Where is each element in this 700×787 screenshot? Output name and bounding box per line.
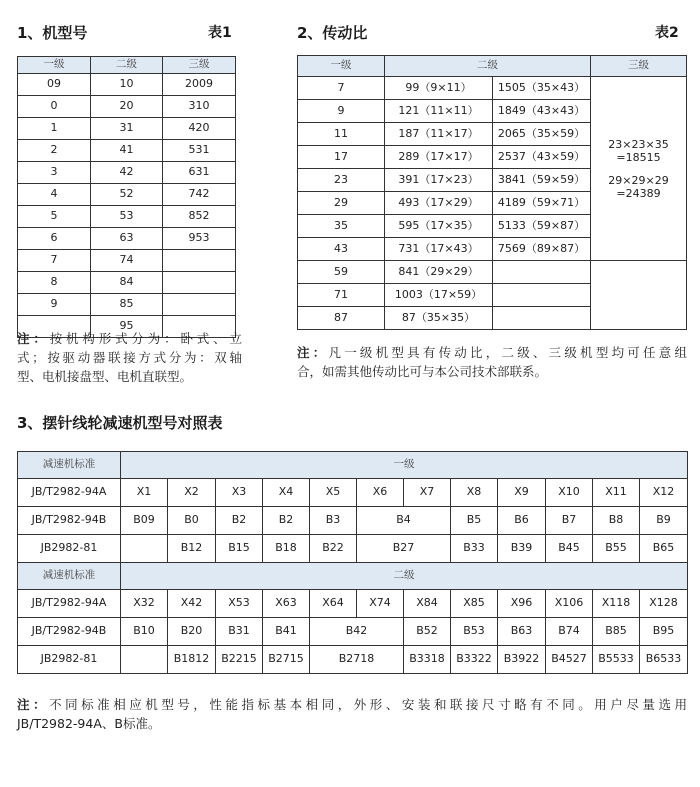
table-cell: 3 (18, 162, 91, 184)
ratio-level1-cell: 11 (298, 123, 385, 146)
model-cell: B4527 (546, 646, 593, 674)
ratio-level1-cell: 35 (298, 215, 385, 238)
table-cell: 2009 (163, 74, 236, 96)
ratio-level2-cell: 841（29×29） (385, 261, 493, 284)
ratio-level2-cell: 731（17×43） (385, 238, 493, 261)
section1-title: 1、机型号 (17, 24, 88, 42)
column-header: 三级 (163, 57, 236, 74)
table-row (18, 162, 236, 184)
standard-header: 减速机标准 (18, 563, 121, 590)
ratio-level2-cell (493, 307, 591, 330)
model-cell: B45 (546, 535, 593, 563)
table-row (18, 140, 236, 162)
note-line: 不同标准相应机型号，性能指标基本相同，外形、安装和联接尺寸略有不同。用户尽量选用 (49, 697, 687, 712)
note-line: 式；按驱动器联接方式分为：双轴 (17, 350, 242, 365)
note-line: 按机构形式分为：卧式、立 (49, 331, 242, 346)
column-header: 二级 (91, 57, 163, 74)
column-header: 二级 (385, 56, 591, 77)
model-cell: B2 (263, 507, 310, 535)
model-row (18, 535, 688, 563)
level-header: 二级 (121, 563, 688, 590)
model-cell: X74 (357, 590, 404, 618)
table-row (18, 74, 236, 96)
column-header: 三级 (591, 56, 687, 77)
standard-name: JB2982-81 (18, 646, 121, 674)
ratio-level1-cell: 71 (298, 284, 385, 307)
model-cell: X53 (216, 590, 263, 618)
model-cell: B2715 (263, 646, 310, 674)
model-cell: B0 (168, 507, 216, 535)
ratio-level2-cell: 391（17×23） (385, 169, 493, 192)
table-cell: 31 (91, 118, 163, 140)
ratio-level1-cell: 59 (298, 261, 385, 284)
table-cell: 2 (18, 140, 91, 162)
model-cell: X5 (310, 479, 357, 507)
ratio-level2-cell: 5133（59×87） (493, 215, 591, 238)
model-cell: B12 (168, 535, 216, 563)
transmission-ratio-table (297, 55, 687, 330)
table-cell: 531 (163, 140, 236, 162)
section2-title: 2、传动比 (297, 24, 368, 42)
model-cell: X10 (546, 479, 593, 507)
ratio-level2-cell (493, 284, 591, 307)
model-cell: B3322 (451, 646, 498, 674)
table-row (18, 272, 236, 294)
table-row (18, 206, 236, 228)
ratio-level2-cell: 4189（59×71） (493, 192, 591, 215)
model-cell: X128 (640, 590, 688, 618)
table-cell: 41 (91, 140, 163, 162)
note-label: 注： (17, 697, 50, 712)
column-header: 一级 (298, 56, 385, 77)
table-cell: 63 (91, 228, 163, 250)
model-cell: B65 (640, 535, 688, 563)
table-header-row (298, 56, 687, 77)
model-cell: B8 (593, 507, 640, 535)
standard-name: JB2982-81 (18, 535, 121, 563)
table-cell: 95 (91, 316, 163, 338)
table-cell: 42 (91, 162, 163, 184)
ratio-level1-cell: 23 (298, 169, 385, 192)
ratio-level2-cell: 121（11×11） (385, 100, 493, 123)
model-cell: X4 (263, 479, 310, 507)
table-cell: 74 (91, 250, 163, 272)
ratio-level2-cell: 1849（43×43） (493, 100, 591, 123)
column-header: 一级 (18, 57, 91, 74)
table-cell: 631 (163, 162, 236, 184)
model-cell: X1 (121, 479, 168, 507)
table2-tag: 表2 (655, 25, 679, 41)
note-line: 凡一级机型具有传动比，二级、三级机型均可任意组 (328, 345, 687, 360)
ratio-level2-cell: 187（11×17） (385, 123, 493, 146)
model-cell: B3922 (498, 646, 546, 674)
table-row (298, 261, 687, 284)
model-cell: X6 (357, 479, 404, 507)
section1-note (17, 329, 242, 386)
section3-note (17, 695, 687, 733)
table-cell: 1 (18, 118, 91, 140)
model-cell: B53 (451, 618, 498, 646)
standard-name: JB/T2982-94A (18, 590, 121, 618)
model-row (18, 646, 688, 674)
standard-name: JB/T2982-94B (18, 507, 121, 535)
ratio-level2-cell: 2537（43×59） (493, 146, 591, 169)
table-row (298, 77, 687, 100)
model-cell: B95 (640, 618, 688, 646)
table-cell: 5 (18, 206, 91, 228)
table-cell (163, 250, 236, 272)
table-row (18, 184, 236, 206)
table-cell: 420 (163, 118, 236, 140)
model-cell: B42 (310, 618, 404, 646)
model-cell: X85 (451, 590, 498, 618)
model-cell: X3 (216, 479, 263, 507)
ratio-level2-cell: 99（9×11） (385, 77, 493, 100)
model-cell: X9 (498, 479, 546, 507)
table-cell: 10 (91, 74, 163, 96)
model-cell: X118 (593, 590, 640, 618)
model-row (18, 479, 688, 507)
table-cell: 52 (91, 184, 163, 206)
model-cell: X8 (451, 479, 498, 507)
model-cell: X64 (310, 590, 357, 618)
model-row (18, 618, 688, 646)
table-cell: 09 (18, 74, 91, 96)
model-cell: B4 (357, 507, 451, 535)
model-cell: B41 (263, 618, 310, 646)
ratio-level2-cell: 3841（59×59） (493, 169, 591, 192)
model-cell: B9 (640, 507, 688, 535)
model-cell: B6 (498, 507, 546, 535)
note-label: 注： (17, 331, 50, 346)
model-cell: X42 (168, 590, 216, 618)
ratio-level1-cell: 17 (298, 146, 385, 169)
table-cell: 84 (91, 272, 163, 294)
model-cell: B55 (593, 535, 640, 563)
model-cell: B22 (310, 535, 357, 563)
table-cell: 8 (18, 272, 91, 294)
ratio-level2-cell (493, 261, 591, 284)
table-cell: 85 (91, 294, 163, 316)
level-header: 一级 (121, 452, 688, 479)
model-cell: B27 (357, 535, 451, 563)
model-cell: B18 (263, 535, 310, 563)
ratio-level2-cell: 87（35×35） (385, 307, 493, 330)
model-cell: X7 (404, 479, 451, 507)
model-cell: B20 (168, 618, 216, 646)
model-number-table (17, 56, 236, 338)
table-cell: 310 (163, 96, 236, 118)
model-cell: B33 (451, 535, 498, 563)
note-line: JB/T2982-94A、B标准。 (17, 716, 161, 731)
model-cell: B52 (404, 618, 451, 646)
note-line: 合，如需其他传动比可与本公司技术部联系。 (297, 364, 548, 379)
model-cell: B09 (121, 507, 168, 535)
ratio3-result: =18515 (616, 150, 661, 164)
ratio3-formula: 29×29×29 (608, 173, 669, 187)
ratio-level3-cell (591, 77, 687, 261)
model-cell: X84 (404, 590, 451, 618)
model-cell: B1812 (168, 646, 216, 674)
ratio-level2-cell: 493（17×29） (385, 192, 493, 215)
ratio-level2-cell: 7569（89×87） (493, 238, 591, 261)
table-cell: 6 (18, 228, 91, 250)
standard-name: JB/T2982-94B (18, 618, 121, 646)
model-cell: B5 (451, 507, 498, 535)
model-cell (121, 535, 168, 563)
table-cell: 852 (163, 206, 236, 228)
standard-header: 减速机标准 (18, 452, 121, 479)
table-cell: 20 (91, 96, 163, 118)
standard-name: JB/T2982-94A (18, 479, 121, 507)
model-cell (121, 646, 168, 674)
ratio-level2-cell: 1505（35×43） (493, 77, 591, 100)
model-cell: B3318 (404, 646, 451, 674)
model-cell: B7 (546, 507, 593, 535)
table-cell: 742 (163, 184, 236, 206)
model-cell: X11 (593, 479, 640, 507)
table-row (18, 250, 236, 272)
ratio-level1-cell: 43 (298, 238, 385, 261)
model-cell: B5533 (593, 646, 640, 674)
table-cell: 0 (18, 96, 91, 118)
table-cell: 953 (163, 228, 236, 250)
table-header-row (18, 57, 236, 74)
ratio-level2-cell: 2065（35×59） (493, 123, 591, 146)
model-row (18, 507, 688, 535)
model-cell: B31 (216, 618, 263, 646)
model-cell: X2 (168, 479, 216, 507)
model-cell: B15 (216, 535, 263, 563)
ratio-level2-cell: 289（17×17） (385, 146, 493, 169)
model-cell: B10 (121, 618, 168, 646)
model-cell: X96 (498, 590, 546, 618)
note-line: 型、电机接盘型、电机直联型。 (17, 369, 193, 384)
model-cell: X32 (121, 590, 168, 618)
table-cell: 53 (91, 206, 163, 228)
ratio-level2-cell: 1003（17×59） (385, 284, 493, 307)
table1-tag: 表1 (208, 25, 232, 41)
model-cell: X63 (263, 590, 310, 618)
ratio3-formula: 23×23×35 (608, 137, 669, 151)
ratio-level1-cell: 9 (298, 100, 385, 123)
model-cell: B39 (498, 535, 546, 563)
table-cell (163, 272, 236, 294)
table-row (18, 118, 236, 140)
model-cell: B63 (498, 618, 546, 646)
model-comparison-table (17, 451, 688, 674)
model-cell: B2718 (310, 646, 404, 674)
model-cell: B2215 (216, 646, 263, 674)
table-row (18, 228, 236, 250)
section3-title: 3、摆针线轮减速机型号对照表 (17, 414, 223, 432)
model-cell: B3 (310, 507, 357, 535)
table-cell: 7 (18, 250, 91, 272)
ratio3-result: =24389 (616, 186, 661, 200)
ratio-level1-cell: 29 (298, 192, 385, 215)
model-cell: B85 (593, 618, 640, 646)
model-cell: B6533 (640, 646, 688, 674)
model-row (18, 590, 688, 618)
ratio-level1-cell: 7 (298, 77, 385, 100)
level-header-row (18, 563, 688, 590)
level-header-row (18, 452, 688, 479)
model-cell: X106 (546, 590, 593, 618)
model-cell: B2 (216, 507, 263, 535)
ratio-level2-cell: 595（17×35） (385, 215, 493, 238)
model-cell: B74 (546, 618, 593, 646)
table-cell (163, 294, 236, 316)
note-label: 注： (297, 345, 329, 360)
ratio-level3-cell (591, 261, 687, 330)
table-row (18, 294, 236, 316)
model-cell: X12 (640, 479, 688, 507)
ratio-level1-cell: 87 (298, 307, 385, 330)
section2-note (297, 343, 687, 381)
table-row (18, 96, 236, 118)
table-cell: 4 (18, 184, 91, 206)
table-cell: 9 (18, 294, 91, 316)
